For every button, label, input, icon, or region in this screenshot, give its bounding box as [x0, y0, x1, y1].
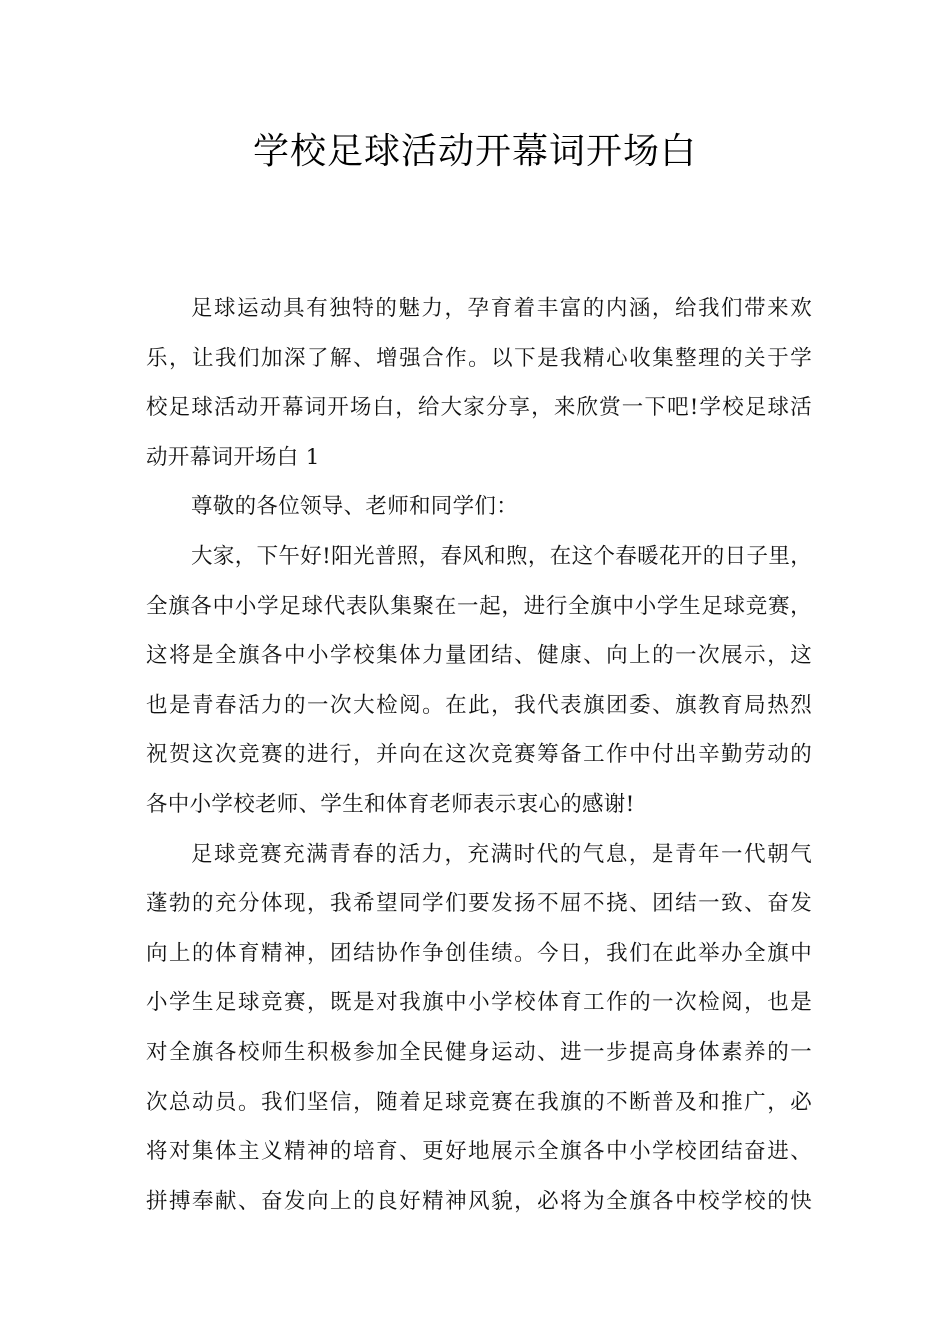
text-line: 向上的体育精神，团结协作争创佳绩。今日，我们在此举办全旗中: [146, 940, 812, 966]
text-line: 动开幕词开场白 1: [146, 444, 320, 470]
text-line: 对全旗各校师生积极参加全民健身运动、进一步提高身体素养的一: [146, 1039, 812, 1065]
document-title: 学校足球活动开幕词开场白: [252, 131, 697, 172]
text-line: 小学生足球竞赛，既是对我旗中小学校体育工作的一次检阅，也是: [146, 990, 812, 1016]
text-line: 将对集体主义精神的培育、更好地展示全旗各中小学校团结奋进、: [146, 1139, 812, 1165]
text-line: 全旗各中小学足球代表队集聚在一起，进行全旗中小学生足球竞赛，: [146, 593, 812, 619]
text-line: 拼搏奉献、奋发向上的良好精神风貌，必将为全旗各中校学校的快: [146, 1188, 812, 1214]
text-line: 也是青春活力的一次大检阅。在此，我代表旗团委、旗教育局热烈: [146, 692, 812, 718]
text-line: 尊敬的各位领导、老师和同学们：: [191, 494, 519, 520]
text-line: 足球运动具有独特的魅力，孕育着丰富的内涵，给我们带来欢: [191, 296, 812, 321]
text-line: 足球竞赛充满青春的活力，充满时代的气息，是青年一代朝气: [191, 841, 812, 867]
text-line: 祝贺这次竞赛的进行，并向在这次竞赛筹备工作中付出辛勤劳动的: [146, 742, 812, 768]
text-line: 校足球活动开幕词开场白，给大家分享，来欣赏一下吧!学校足球活: [146, 395, 812, 421]
text-line: 这将是全旗各中小学校集体力量团结、健康、向上的一次展示，这: [146, 643, 812, 669]
document-body: [146, 284, 812, 1226]
text-line: 大家，下午好!阳光普照，春风和煦，在这个春暖花开的日子里，: [191, 543, 812, 569]
text-line: 次总动员。我们坚信，随着足球竞赛在我旗的不断普及和推广，必: [146, 1089, 812, 1115]
text-line: 乐，让我们加深了解、增强合作。以下是我精心收集整理的关于学: [146, 345, 812, 371]
text-line: 各中小学校老师、学生和体育老师表示衷心的感谢!: [146, 791, 635, 817]
text-line: 蓬勃的充分体现，我希望同学们要发扬不屈不挠、团结一致、奋发: [146, 891, 812, 917]
